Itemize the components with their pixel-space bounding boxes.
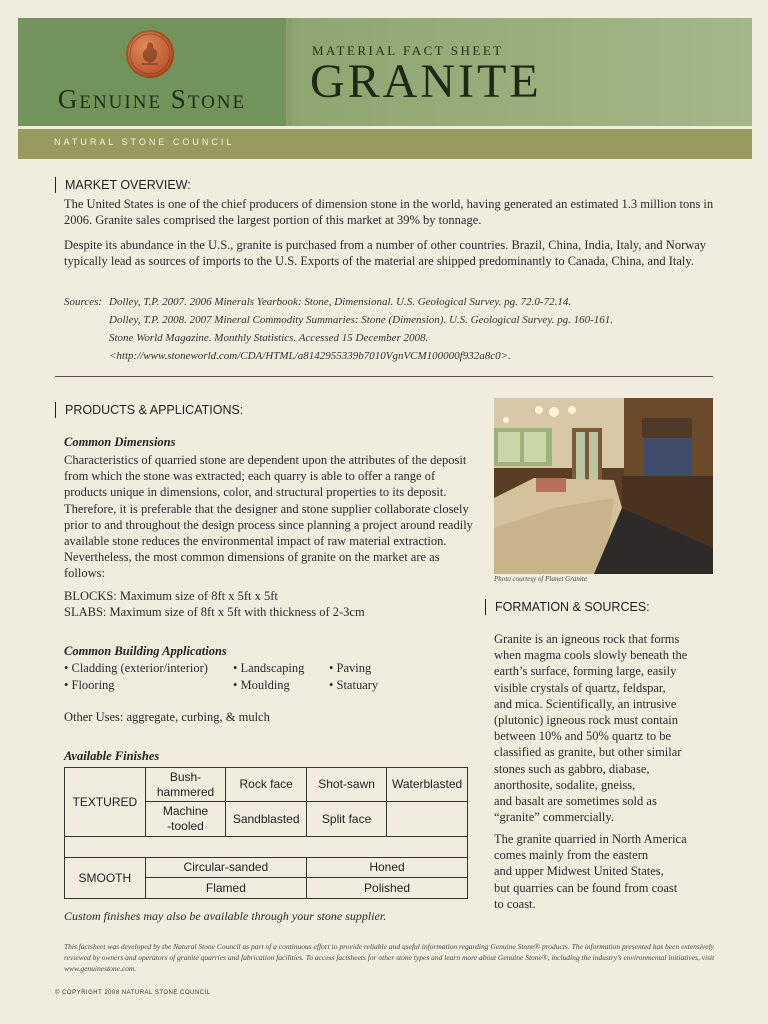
finish-cell: Machine -tooled	[145, 802, 226, 837]
formation-line: stones such as gabbro, diabase,	[494, 761, 650, 776]
formation-line: and mica. Scientifically, an intrusive	[494, 696, 677, 711]
finish-cell: Waterblasted	[387, 768, 468, 802]
source-1: Dolley, T.P. 2007. 2006 Minerals Yearbook: Stone, Dimensional. U.S. Geological Survey. pg. 72.0-72.14.	[109, 296, 572, 308]
application-item: • Moulding	[233, 678, 290, 692]
other-uses: Other Uses: aggregate, curbing, & mulch	[64, 710, 270, 724]
finish-cell: Polished	[307, 878, 468, 899]
formation-line: anorthosite, sodalite, gneiss,	[494, 777, 636, 792]
available-finishes-heading: Available Finishes	[64, 749, 160, 763]
market-overview-heading: MARKET OVERVIEW:	[55, 177, 191, 193]
finishes-table	[64, 767, 468, 899]
formation-line: The granite quarried in North America	[494, 832, 687, 846]
finish-cell: Flamed	[145, 878, 306, 899]
brand-name: Genuine Stone	[57, 84, 247, 114]
source-3: Stone World Magazine. Monthly Statistics. Accessed 15 December 2008.	[109, 332, 429, 344]
source-4-url[interactable]: <http://www.stoneworld.com/CDA/HTML/a8142955339b7010VgnVCM100000f932a8c0>.	[109, 350, 511, 362]
formation-line: and upper Midwest United States,	[494, 864, 664, 879]
copyright: © COPYRIGHT 2008 NATURAL STONE COUNCIL	[55, 990, 211, 996]
dimensions-paragraph: Characteristics of quarried stone are dependent upon the attributes of the deposit from which the stone was extracted; each quarry is able to offer a range of products unique in dimensions, color, and structural properties to its deposit. Therefore, it is preferable that the designer and stone supplier collaborate closely prior to and throughout the design process since planning a project around readily available stone reduces the environmental impact of raw material extraction. Nevertheless, the most common dimensions of granite on the market are as follows:	[64, 453, 473, 581]
formation-line: (plutonic) igneous rock must contain	[494, 713, 678, 728]
council-name: NATURAL STONE COUNCIL	[54, 137, 235, 147]
smooth-label: SMOOTH	[65, 858, 146, 899]
custom-finishes-note: Custom finishes may also be available through your stone supplier.	[64, 909, 387, 923]
fact-sheet-kicker: MATERIAL FACT SHEET	[312, 43, 504, 58]
application-item: • Flooring	[64, 678, 115, 692]
formation-line: visible crystals of quartz, feldspar,	[494, 680, 666, 695]
formation-paragraph-2	[494, 831, 724, 912]
application-item: • Paving	[329, 661, 372, 675]
genuine-stone-seal-logo	[126, 30, 174, 78]
formation-line: to coast.	[494, 896, 536, 911]
formation-line: comes mainly from the eastern	[494, 848, 649, 863]
formation-line: Granite is an igneous rock that forms	[494, 632, 680, 646]
finish-cell-empty	[387, 802, 468, 837]
logo-panel	[18, 18, 286, 126]
photo-caption: Photo courtesy of Planet Granite	[494, 575, 587, 583]
application-item: • Cladding (exterior/interior)	[64, 661, 208, 675]
formation-line: but quarries can be found from coast	[494, 880, 678, 895]
header-banner	[18, 18, 752, 126]
council-bar	[18, 126, 752, 159]
textured-label: TEXTURED	[65, 768, 146, 837]
title-panel	[292, 18, 752, 126]
formation-line: when magma cools slowly beneath the	[494, 648, 688, 663]
finish-cell: Bush- hammered	[145, 768, 226, 802]
footer-disclaimer: This factsheet was developed by the Natural Stone Council as part of a continuous effort to provide reliable and useful information regarding Genuine Stone® products. The information presented has been extensively reviewed by owners and operators of granite quarries and fabrication facilities. To access factsheets for other stone types and learn more about Genuine Stone®, including the industry’s environmental initiatives, visit www.genuinestone.com.	[64, 942, 715, 973]
building-applications-heading: Common Building Applications	[64, 644, 227, 658]
finish-cell: Rock face	[226, 768, 307, 802]
finish-cell: Sandblasted	[226, 802, 307, 837]
formation-line: and basalt are sometimes sold as	[494, 794, 657, 809]
formation-line: between 10% and 50% quartz to be	[494, 729, 672, 744]
formation-line: “granite” commercially.	[494, 810, 614, 825]
application-item: • Landscaping	[233, 661, 305, 675]
market-paragraph-2: Despite its abundance in the U.S., granite is purchased from a number of other countries. Brazil, China, India, Italy, and Norway typically lead as sources of imports to the U.S. Exports of the material are shipped predominantly to Canada, China, and Italy.	[64, 238, 707, 269]
finish-cell: Shot-sawn	[307, 768, 387, 802]
formation-heading: FORMATION & SOURCES:	[485, 599, 650, 615]
slabs-size: SLABS: Maximum size of 8ft x 5ft with thickness of 2-3cm	[64, 605, 365, 619]
finish-cell: Honed	[307, 858, 468, 878]
market-paragraph-1: The United States is one of the chief producers of dimension stone in the world, having generated an estimated 1.3 million tons in 2006. Granite sales comprised the largest portion of this market at 39% by tonnage.	[64, 197, 714, 228]
formation-line: classified as granite, but other similar	[494, 745, 682, 760]
section-divider	[55, 376, 713, 377]
finish-cell: Split face	[307, 802, 387, 837]
sources-label: Sources:	[64, 296, 103, 308]
finish-cell: Circular-sanded	[145, 858, 306, 878]
application-item: • Statuary	[329, 678, 379, 692]
blocks-size: BLOCKS: Maximum size of 8ft x 5ft x 5ft	[64, 589, 278, 603]
page-title: GRANITE	[310, 55, 542, 108]
source-2: Dolley, T.P. 2008. 2007 Mineral Commodity Summaries: Stone (Dimension). U.S. Geological Survey. pg. 160-161.	[109, 314, 614, 326]
formation-line: earth’s surface, forming large, easily	[494, 664, 677, 679]
kitchen-photo	[494, 398, 713, 574]
finish-spacer-row	[65, 837, 468, 858]
products-heading: PRODUCTS & APPLICATIONS:	[55, 402, 243, 418]
formation-paragraph-1	[494, 631, 724, 825]
common-dimensions-heading: Common Dimensions	[64, 435, 176, 449]
